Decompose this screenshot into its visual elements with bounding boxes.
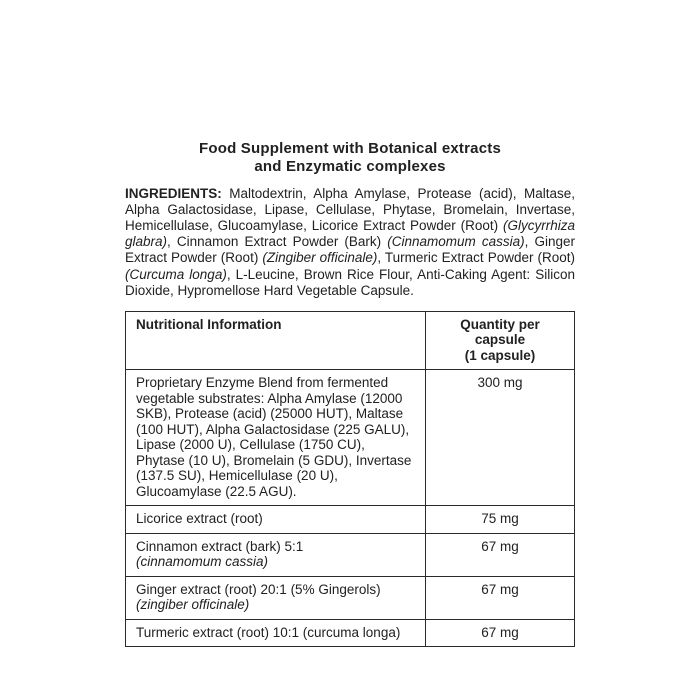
latin-name-glycyrrhiza: (Glycyrrhiza glabra) (125, 218, 575, 250)
header-quantity-line2: (1 capsule) (464, 347, 536, 363)
nutrient-quantity: 67 mg (426, 619, 575, 647)
ingredients-text-4: , Turmeric Extract Powder (Root) (377, 250, 575, 266)
ingredients-text-1: Maltodextrin, Alpha Amylase, Protease (acid), Maltase, Alpha Galactosidase, Lipase, Cellulase, Phytase, Bromelain, Invertase, Hemicellulase, Glucoamylase, Licorice Extract Powder (Root) (125, 186, 575, 234)
nutrient-quantity: 75 mg (426, 506, 575, 534)
ingredients-text-3: , Ginger Extract Powder (Root) (125, 234, 575, 266)
page-title (125, 140, 575, 175)
table-header-row (126, 311, 575, 370)
table-row-turmeric (126, 619, 575, 647)
ingredients-label: INGREDIENTS: (125, 186, 222, 202)
page-title-line2: and Enzymatic complexes (254, 157, 446, 175)
ingredients-text-2: , Cinnamon Extract Powder (Bark) (167, 234, 388, 250)
latin-name-curcuma: (Curcuma longa) (125, 266, 227, 282)
nutrient-latin-name: (zingiber officinale) (136, 597, 250, 613)
nutrient-name (126, 533, 426, 576)
nutrient-quantity: 67 mg (426, 576, 575, 619)
header-nutritional-information: Nutritional Information (126, 311, 426, 370)
nutrition-table (125, 311, 575, 648)
nutrient-name-text: Turmeric extract (root) 10:1 (curcuma longa) (136, 624, 401, 640)
ingredients-text-5: , L-Leucine, Brown Rice Flour, Anti-Caking Agent: Silicon Dioxide, Hypromellose Hard Vegetable Capsule. (125, 266, 575, 298)
nutrient-name-text: Licorice extract (root) (136, 511, 263, 527)
latin-name-zingiber: (Zingiber officinale) (262, 250, 378, 266)
page-title-line1: Food Supplement with Botanical extracts (198, 140, 501, 158)
header-quantity-per-capsule (426, 311, 575, 370)
nutrient-name-text: Ginger extract (root) 20:1 (5% Gingerols) (136, 581, 381, 597)
nutrient-latin-name: (cinnamomum cassia) (136, 554, 269, 570)
nutrient-quantity: 300 mg (426, 370, 575, 506)
table-row-licorice (126, 506, 575, 534)
table-row-enzyme-blend (126, 370, 575, 506)
table-row-cinnamon (126, 533, 575, 576)
nutrient-name (126, 619, 426, 647)
nutrient-name (126, 506, 426, 534)
header-quantity-line1: Quantity per capsule (460, 316, 540, 348)
nutrient-name (126, 370, 426, 506)
supplement-label (125, 0, 575, 647)
nutrient-quantity: 67 mg (426, 533, 575, 576)
nutrient-name-text: Cinnamon extract (bark) 5:1 (136, 538, 304, 554)
latin-name-cinnamomum: (Cinnamomum cassia) (387, 234, 525, 250)
ingredients-paragraph (125, 186, 575, 299)
nutrient-name (126, 576, 426, 619)
nutrient-name-text: Proprietary Enzyme Blend from fermented vegetable substrates: Alpha Amylase (12000 SKB), Protease (acid) (25000 HUT), Maltase (100 HUT), Alpha Galactosidase (225 GALU), Lipase (2000 U), Cellulase (1750 CU), Phytase (10 U), Bromelain (5 GDU), Invertase (137.5 SU), Hemicellulase (20 U), Glucoamylase (22.5 AGU). (136, 375, 412, 499)
table-row-ginger (126, 576, 575, 619)
